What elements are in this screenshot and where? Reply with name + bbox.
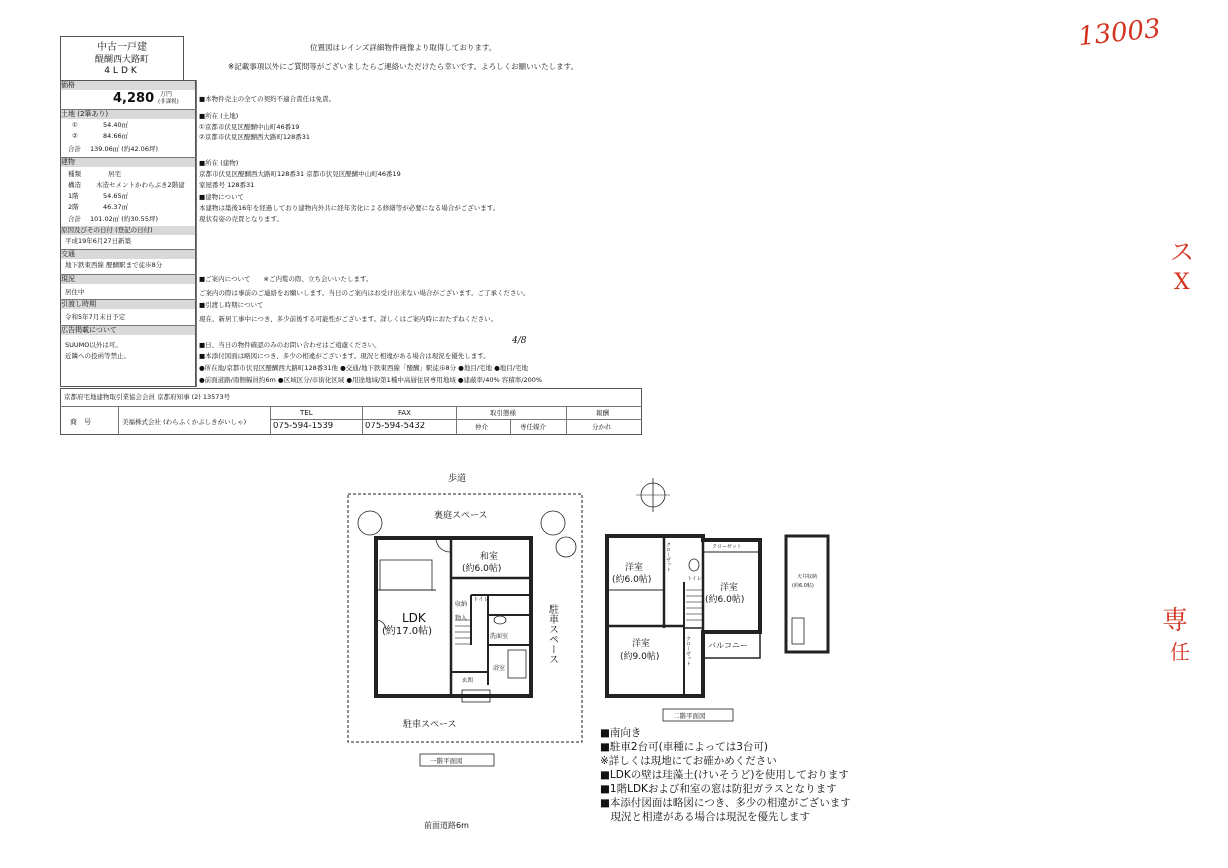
ad-line1: SUUMO以外は可。: [65, 341, 122, 349]
sidewalk-label: 歩道: [448, 474, 467, 484]
handover-label: 引渡し時期: [61, 300, 195, 309]
building-struct-label: 構造: [68, 181, 81, 189]
building-f2-label: 2階: [68, 203, 79, 211]
status-label: 現況: [61, 275, 195, 284]
handover-note: 現在、新居工事中につき、多少前後する可能性がございます。詳しくはご案内時におたずねください。: [199, 315, 498, 323]
floor1-title: 一階平面図: [430, 757, 463, 765]
status-value: 居住中: [65, 288, 85, 296]
land-total-value: 139.06㎡ (約42.06坪): [90, 145, 158, 153]
note-item: ■駐車2台可(車種によっては3台可): [600, 741, 768, 753]
building-label: 建物: [61, 158, 195, 167]
toilet-label: トイレ: [473, 597, 490, 603]
entrance-label: 玄関: [462, 678, 474, 684]
deal-type1: 仲介: [475, 423, 488, 431]
notice-contact: ※記載事項以外にご質問等がございましたらご連絡いただけたら幸いです。よろしくお願いいたします。: [228, 62, 579, 71]
parking-front-label: 駐車スペース: [403, 720, 457, 730]
guide-note: ご案内の際は事前のご連絡をお願いします。当日のご案内はお受け出来ない場合がございます。ご了承ください。: [199, 289, 530, 297]
traffic-label: 交通: [61, 250, 195, 259]
handwritten-kanji-sen: 専: [1162, 606, 1189, 636]
closet2-label: クローゼット: [665, 542, 671, 572]
fee-label: 報酬: [596, 409, 609, 417]
handwritten-mark: ス: [1170, 238, 1194, 266]
building-about2: 現状有姿の売買となります。: [199, 215, 283, 223]
yoshitsu1-label: 洋室: [625, 563, 644, 573]
deal-type2: 専任媒介: [520, 423, 546, 431]
land-loc1: ①京都市伏見区醍醐中山町46番19: [199, 123, 300, 131]
land-label: 土地 (2筆あり): [61, 110, 195, 119]
yoshitsu2-size: (約6.0帖): [705, 595, 745, 605]
tel-label: TEL: [300, 409, 313, 417]
land-row2-label: ②: [72, 132, 78, 140]
building-kind-value: 居宅: [108, 170, 121, 178]
assoc-info: 京都府宅地建物取引業協会会員 京都府知事 (2) 13573号: [64, 393, 231, 401]
ad-note4: ●前面道路/南側幅員約6m ●区域区分/市街化区域 ●用途地域/第1種中高層住居専用地域 ●建蔽率/40% 容積率/200%: [199, 376, 543, 384]
note-item: ■本添付図面は略図につき、多少の相違がございます: [600, 797, 851, 809]
notice-map-source: 位置図はレインズ詳細物件画像より取得しております。: [310, 43, 497, 52]
toilet2-label: トイレ: [687, 576, 702, 582]
yoshitsu3-label: 洋室: [632, 639, 651, 649]
floor2-title: 二階平面図: [673, 712, 706, 720]
ad-note3: ●所在地/京都市伏見区醍醐西大路町128番31他 ●交通/地下鉄東西線「醍醐」駅徒歩8分 ●地目/宅地 ●地目/宅地: [199, 364, 528, 372]
fax-label: FAX: [398, 409, 411, 417]
street-name: 醍醐西大路町: [94, 55, 149, 65]
closet3-label: クローゼット: [685, 636, 691, 666]
building-f1-label: 1階: [68, 192, 79, 200]
price-tax: (非課税): [158, 99, 179, 105]
building-about1: 本建物は築後16年を経過しており建物内外共に経年劣化による修繕等が必要になる場合がございます。: [199, 204, 500, 212]
handwritten-small: 4/8: [512, 336, 527, 346]
building-date-label: 原因及びその日付 (登記の日付): [61, 226, 195, 235]
price-unit: 万円: [160, 91, 173, 98]
note-item: ■南向き: [600, 727, 642, 739]
handover-title: ■引渡し時期について: [199, 301, 264, 309]
land-loc-title: ■所在 (土地): [199, 112, 239, 120]
building-about-title: ■建物について: [199, 193, 245, 201]
ldk-label: LDK: [402, 611, 426, 625]
building-kind-label: 種類: [68, 170, 81, 178]
fee-value: 分かれ: [592, 423, 612, 431]
trade-label: 商 号: [70, 418, 91, 426]
layout-type: 4LDK: [104, 66, 140, 76]
washitsu-label: 和室: [480, 552, 499, 562]
price-note: ■本物件売主の全ての契約不適合責任は免責。: [199, 95, 336, 103]
building-loc2: 家屋番号 128番31: [199, 181, 255, 189]
fax-number: 075-594-5432: [365, 422, 426, 431]
price-value: 4,280: [113, 91, 155, 106]
storage2-label: 物入: [455, 615, 468, 622]
ldk-size: (約17.0帖): [382, 626, 433, 637]
ad-label: 広告掲載について: [61, 326, 195, 335]
handover-value: 令和5年7月末日予定: [65, 313, 126, 321]
backyard-label: 裏庭スペース: [434, 511, 488, 521]
storage-label: 収納: [455, 601, 468, 608]
property-type: 中古一戸建: [97, 42, 147, 53]
building-loc-title: ■所在 (建物): [199, 159, 239, 167]
note-item: ※詳しくは現地にてお確かめください: [600, 755, 777, 767]
attic-size: (約6.0帖): [792, 583, 814, 589]
note-item: 現況と相違がある場合は現況を優先します: [600, 811, 810, 823]
land-total-label: 合計: [68, 145, 81, 153]
closet1-label: クローゼット: [712, 544, 742, 550]
building-f2-value: 46.37㎡: [103, 203, 129, 211]
ad-note1: ■日、当日の物件確認のみのお問い合わせはご遠慮ください。: [199, 341, 381, 349]
parking-side-label: 駐車スペース: [546, 604, 558, 664]
building-total-label: 合計: [68, 215, 81, 223]
tel-number[interactable]: 075-594-1539: [273, 422, 334, 431]
front-road-label: 前面道路6m: [424, 821, 469, 830]
handwritten-number: 13003: [1076, 13, 1163, 53]
washitsu-size: (約6.0帖): [462, 564, 502, 574]
building-date-value: 平成19年6月27日新築: [65, 237, 132, 245]
balcony-label: バルコニー: [708, 641, 748, 650]
land-loc2: ②京都市伏見区醍醐西大路町128番31: [199, 133, 311, 141]
note-item: ■1階LDKおよび和室の窓は防犯ガラスとなります: [600, 783, 837, 795]
building-struct-value: 木造セメントかわらぶき2階建: [96, 181, 185, 189]
guide-title: ■ご案内について ※ご内覧の際、立ち会いいたします。: [199, 275, 373, 283]
bath-label: 浴室: [493, 665, 506, 672]
ad-note2: ■本添付図面は略図につき、多少の相違がございます。現況と相違がある場合は現況を優先します。: [199, 352, 490, 360]
building-total-value: 101.02㎡ (約30.55坪): [90, 215, 158, 223]
handwritten-kanji-nin: 任: [1170, 640, 1190, 664]
company-name: 美福株式会社 (わらふくかぶしきがいしゃ): [122, 418, 247, 426]
deal-label: 取引態様: [490, 409, 516, 417]
handwritten-x: X: [1174, 270, 1190, 295]
traffic-value: 地下鉄東西線 醍醐駅まで徒歩8分: [65, 261, 163, 269]
land-row2-value: 84.66㎡: [103, 132, 129, 140]
ad-line2: 近隣への投函等禁止。: [65, 352, 130, 360]
attic-label: 天井収納: [797, 574, 818, 580]
yoshitsu1-size: (約6.0帖): [612, 575, 652, 585]
note-item: ■LDKの壁は珪藻土(けいそうど)を使用しております: [600, 769, 849, 781]
price-label: 価格: [61, 81, 195, 90]
yoshitsu3-size: (約9.0帖): [620, 652, 660, 662]
building-loc1: 京都市伏見区醍醐西大路町128番31 京都市伏見区醍醐中山町46番19: [199, 170, 401, 178]
washroom-label: 洗面室: [490, 633, 509, 640]
yoshitsu2-label: 洋室: [720, 583, 739, 593]
land-row1-value: 54.40㎡: [103, 121, 129, 129]
land-row1-label: ①: [72, 121, 78, 129]
building-f1-value: 54.65㎡: [103, 192, 129, 200]
